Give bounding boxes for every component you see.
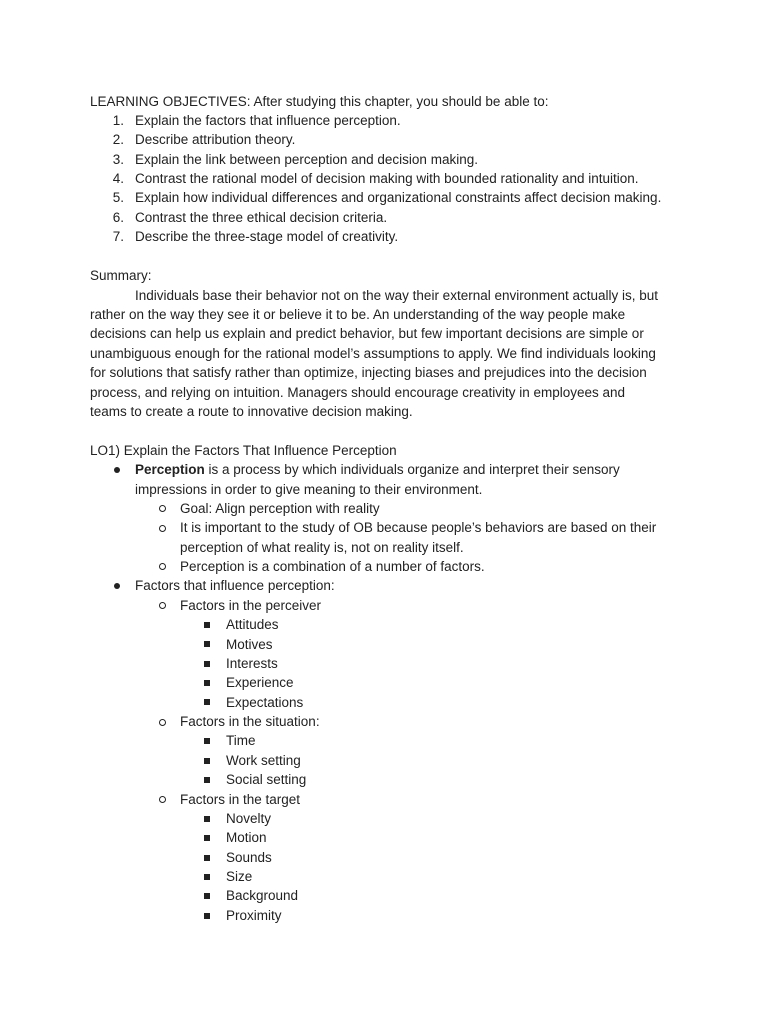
objective-item: Contrast the rational model of decision making with bounded rationality and intuition.	[135, 171, 639, 186]
perception-subpoint: Perception is a combination of a number of factors.	[180, 559, 485, 574]
summary-line: Individuals base their behavior not on the way their external environment actually is, but	[135, 288, 659, 303]
bullet-square-icon	[204, 680, 210, 686]
perception-definition-text: is a process by which individuals organize and interpret their sensory	[204, 462, 620, 477]
target-item: Novelty	[226, 811, 272, 826]
target-item: Proximity	[226, 908, 282, 923]
objective-number: 7.	[112, 229, 124, 244]
objective-number: 4.	[112, 171, 124, 186]
bullet-square-icon	[204, 661, 210, 667]
perception-definition-cont: impressions in order to give meaning to their environment.	[135, 482, 483, 497]
perceiver-item: Expectations	[226, 695, 304, 710]
lo1-heading: LO1) Explain the Factors That Influence Perception	[90, 443, 397, 458]
summary-line: process, and relying on intuition. Managers should encourage creativity in employees and	[90, 385, 626, 400]
target-item: Motion	[226, 830, 267, 845]
bullet-square-icon	[204, 855, 210, 861]
bullet-disc-icon	[114, 583, 120, 589]
bullet-square-icon	[204, 874, 210, 880]
summary-line: decisions can help us explain and predict behavior, but few important decisions are simple or	[90, 326, 644, 341]
target-item: Background	[226, 888, 299, 903]
bullet-square-icon	[204, 699, 210, 705]
perception-subpoint: Goal: Align perception with reality	[180, 501, 380, 516]
objective-number: 5.	[112, 190, 124, 205]
bullet-circle-icon	[159, 796, 166, 803]
bullet-square-icon	[204, 738, 210, 744]
situation-heading: Factors in the situation:	[180, 714, 320, 729]
objective-item: Explain how individual differences and organizational constraints affect decision making.	[135, 190, 662, 205]
objective-number: 1.	[112, 113, 124, 128]
bullet-square-icon	[204, 622, 210, 628]
perceiver-item: Motives	[226, 637, 273, 652]
objective-item: Describe the three-stage model of creativity.	[135, 229, 399, 244]
perception-subpoint: It is important to the study of OB because people’s behaviors are based on their	[180, 520, 657, 535]
summary-line: for solutions that satisfy rather than optimize, injecting biases and prejudices into the decision	[90, 365, 647, 380]
objective-number: 2.	[112, 132, 124, 147]
bullet-square-icon	[204, 913, 210, 919]
target-heading: Factors in the target	[180, 792, 301, 807]
perception-subpoint-cont: perception of what reality is, not on reality itself.	[180, 540, 464, 555]
bullet-circle-icon	[159, 719, 166, 726]
situation-item: Work setting	[226, 753, 301, 768]
summary-heading: Summary:	[90, 268, 152, 283]
bullet-square-icon	[204, 835, 210, 841]
perceiver-item: Interests	[226, 656, 278, 671]
objective-number: 6.	[112, 210, 124, 225]
bullet-circle-icon	[159, 505, 166, 512]
perceiver-item: Experience	[226, 675, 294, 690]
objective-item: Describe attribution theory.	[135, 132, 296, 147]
bullet-square-icon	[204, 893, 210, 899]
bullet-circle-icon	[159, 525, 166, 532]
factors-heading: Factors that influence perception:	[135, 578, 335, 593]
objectives-heading: LEARNING OBJECTIVES: After studying this chapter, you should be able to:	[90, 94, 549, 109]
objective-item: Explain the link between perception and decision making.	[135, 152, 478, 167]
summary-line: teams to create a route to innovative decision making.	[90, 404, 413, 419]
perception-definition	[135, 460, 620, 479]
situation-item: Time	[226, 733, 256, 748]
situation-item: Social setting	[226, 772, 307, 787]
target-item: Sounds	[226, 850, 272, 865]
perception-term: Perception	[135, 462, 205, 477]
perceiver-heading: Factors in the perceiver	[180, 598, 322, 613]
objective-item: Explain the factors that influence perception.	[135, 113, 401, 128]
perceiver-item: Attitudes	[226, 617, 279, 632]
bullet-square-icon	[204, 816, 210, 822]
bullet-square-icon	[204, 777, 210, 783]
summary-line: rather on the way they see it or believe it to be. An understanding of the way people make	[90, 307, 626, 322]
bullet-disc-icon	[114, 467, 120, 473]
bullet-circle-icon	[159, 563, 166, 570]
summary-line: unambiguous enough for the rational model’s assumptions to apply. We find individuals looking	[90, 346, 656, 361]
objective-number: 3.	[112, 152, 124, 167]
target-item: Size	[226, 869, 253, 884]
bullet-circle-icon	[159, 602, 166, 609]
bullet-square-icon	[204, 641, 210, 647]
objective-item: Contrast the three ethical decision criteria.	[135, 210, 388, 225]
bullet-square-icon	[204, 758, 210, 764]
